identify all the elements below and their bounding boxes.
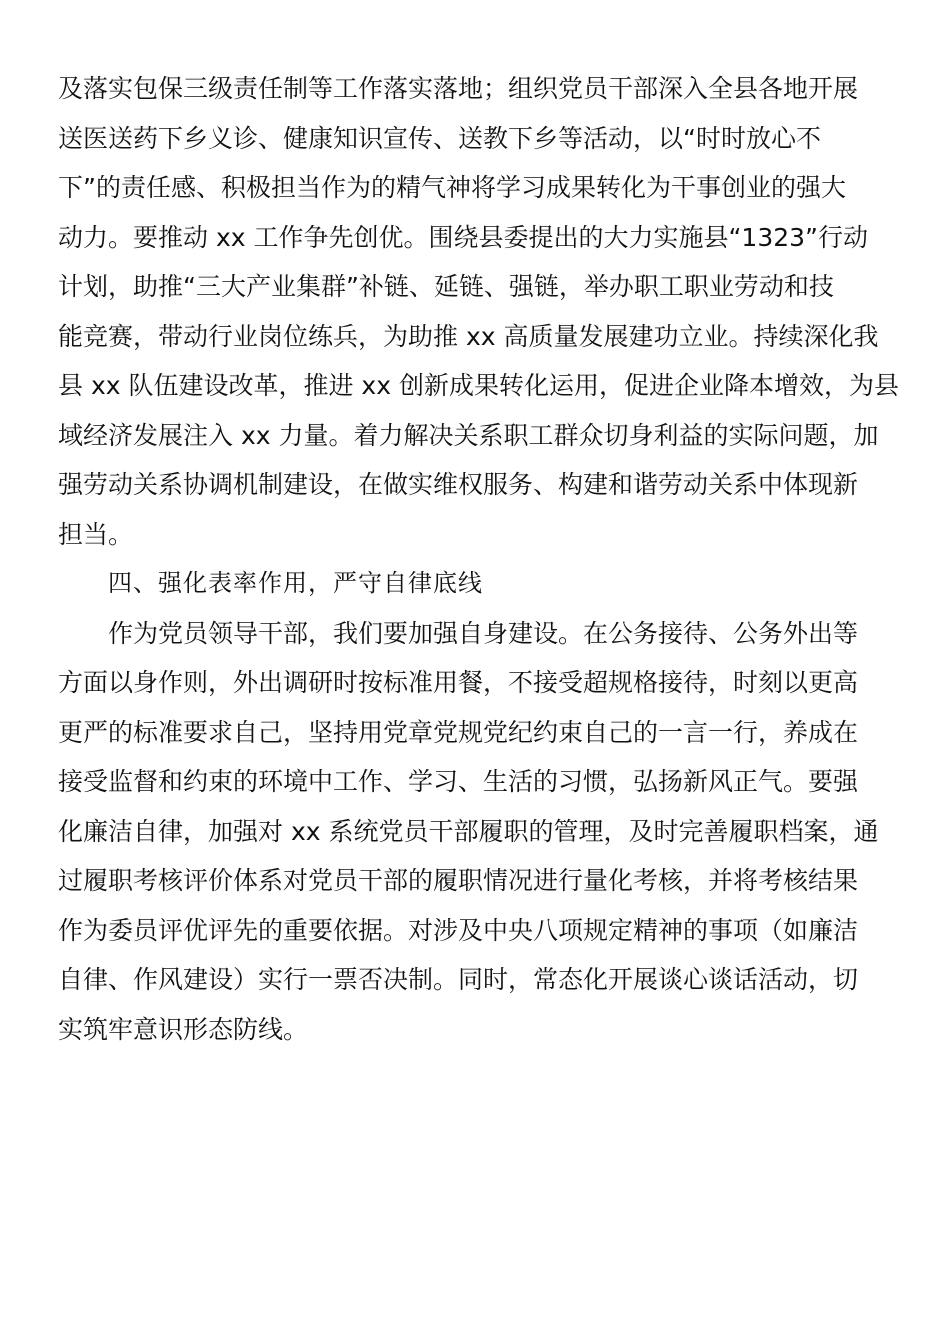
text-line: 更严的标准要求自己，坚持用党章党规党纪约束自己的一言一行，养成在 xyxy=(58,717,859,747)
text-line: 方面以身作则，外出调研时按标准用餐，不接受超规格接待，时刻以更高 xyxy=(58,668,859,697)
section-heading: 四、强化表率作用，严守自律底线 xyxy=(108,569,483,597)
text-line: 强劳动关系协调机制建设，在做实维权服务、构建和谐劳动关系中体现新 xyxy=(58,470,859,499)
text-line: 送医送药下乡义诊、健康知识宣传、送教下乡等活动，以“时时放心不 xyxy=(58,123,821,153)
text-line: 实筑牢意识形态防线。 xyxy=(58,1014,309,1044)
paragraph-2 xyxy=(58,609,892,1055)
text-line: 能竞赛，带动行业岗位练兵，为助推 xx 高质量发展建功立业。持续深化我 xyxy=(58,321,879,351)
text-line: 作为党员领导干部，我们要加强自身建设。在公务接待、公务外出等 xyxy=(108,618,859,648)
text-line: 县 xx 队伍建设改革，推进 xx 创新成果转化运用，促进企业降本增效，为县 xyxy=(58,371,899,400)
text-line: 域经济发展注入 xx 力量。着力解决关系职工群众切身利益的实际问题，加 xyxy=(58,420,879,450)
text-line: 动力。要推动 xx 工作争先创优。围绕县委提出的大力实施县“1323”行动 xyxy=(58,222,869,252)
text-line: 化廉洁自律，加强对 xx 系统党员干部履职的管理，及时完善履职档案，通 xyxy=(58,816,879,846)
text-line: 自律、作风建设）实行一票否决制。同时，常态化开展谈心谈话活动，切 xyxy=(58,965,859,994)
text-line: 担当。 xyxy=(58,519,134,549)
text-line: 接受监督和约束的环境中工作、学习、生活的习惯，弘扬新风正气。要强 xyxy=(58,767,859,796)
text-line: 作为委员评优评先的重要依据。对涉及中央八项规定精神的事项（如廉洁 xyxy=(58,915,859,945)
text-line: 下”的责任感、积极担当作为的精气神将学习成果转化为干事创业的强大 xyxy=(58,173,846,202)
paragraph-1 xyxy=(58,64,899,559)
text-line: 计划，助推“三大产业集群”补链、延链、强链，举办职工职业劳动和技 xyxy=(58,272,834,301)
text-line: 过履职考核评价体系对党员干部的履职情况进行量化考核，并将考核结果 xyxy=(58,866,859,895)
text-line: 及落实包保三级责任制等工作落实落地；组织党员干部深入全县各地开展 xyxy=(58,74,859,103)
document-body xyxy=(58,64,899,1054)
